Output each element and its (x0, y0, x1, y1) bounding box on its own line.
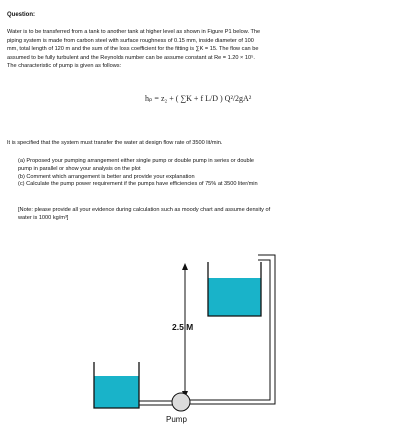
height-label: 2.5 M (172, 322, 194, 332)
paragraph-line: The characteristic of pump is given as follows: (7, 63, 122, 70)
dimension-arrow-top (182, 263, 188, 270)
task-item: (b) Comment which arrangement is better and provide your explanation (18, 173, 195, 180)
upper-tank-water (208, 278, 261, 316)
paragraph-line: mm, total length of 120 m and the sum of the loss coefficient for the fitting is ∑K = 15. The flow can be (7, 46, 259, 53)
paragraph-line: Water is to be transferred from a tank to another tank at higher level as shown in Figure P1 below. The (7, 29, 261, 35)
discharge-pipe-inner (190, 255, 275, 404)
pump-label: Pump (166, 415, 187, 424)
task-item: (c) Calculate the pump power requirement if the pumps have efficiencies of 75% at 3500 liter/min (18, 181, 258, 188)
lower-tank-water (94, 376, 139, 408)
pump-icon (172, 393, 190, 411)
task-item: pump in parallel or show your analysis on the plot (18, 165, 141, 172)
pump-characteristic-formula: hₚ = z₂ + ( ∑K + f L/D ) Q²/2gA² (145, 94, 252, 103)
task-item: (a) Proposed your pumping arrangement either single pump or double pump in series or double (18, 158, 255, 164)
note-line: water is 1000 kg/m³] (18, 214, 69, 221)
design-flow-spec: It is specified that the system must transfer the water at design flow rate of 3500 lit/min. (7, 140, 223, 146)
paragraph-line: assumed to be fully turbulent and the Reynolds number can be assume constant at Re = 1.20 × 10⁵. (7, 54, 255, 61)
paragraph-line: piping system is made from carbon steel with surface roughness of 0.15 mm, inside diameter of 100 (7, 37, 254, 44)
question-heading: Question: (7, 12, 35, 18)
note-line: [Note: please provide all your evidence during calculation such as moody chart and assume density of (18, 207, 271, 213)
